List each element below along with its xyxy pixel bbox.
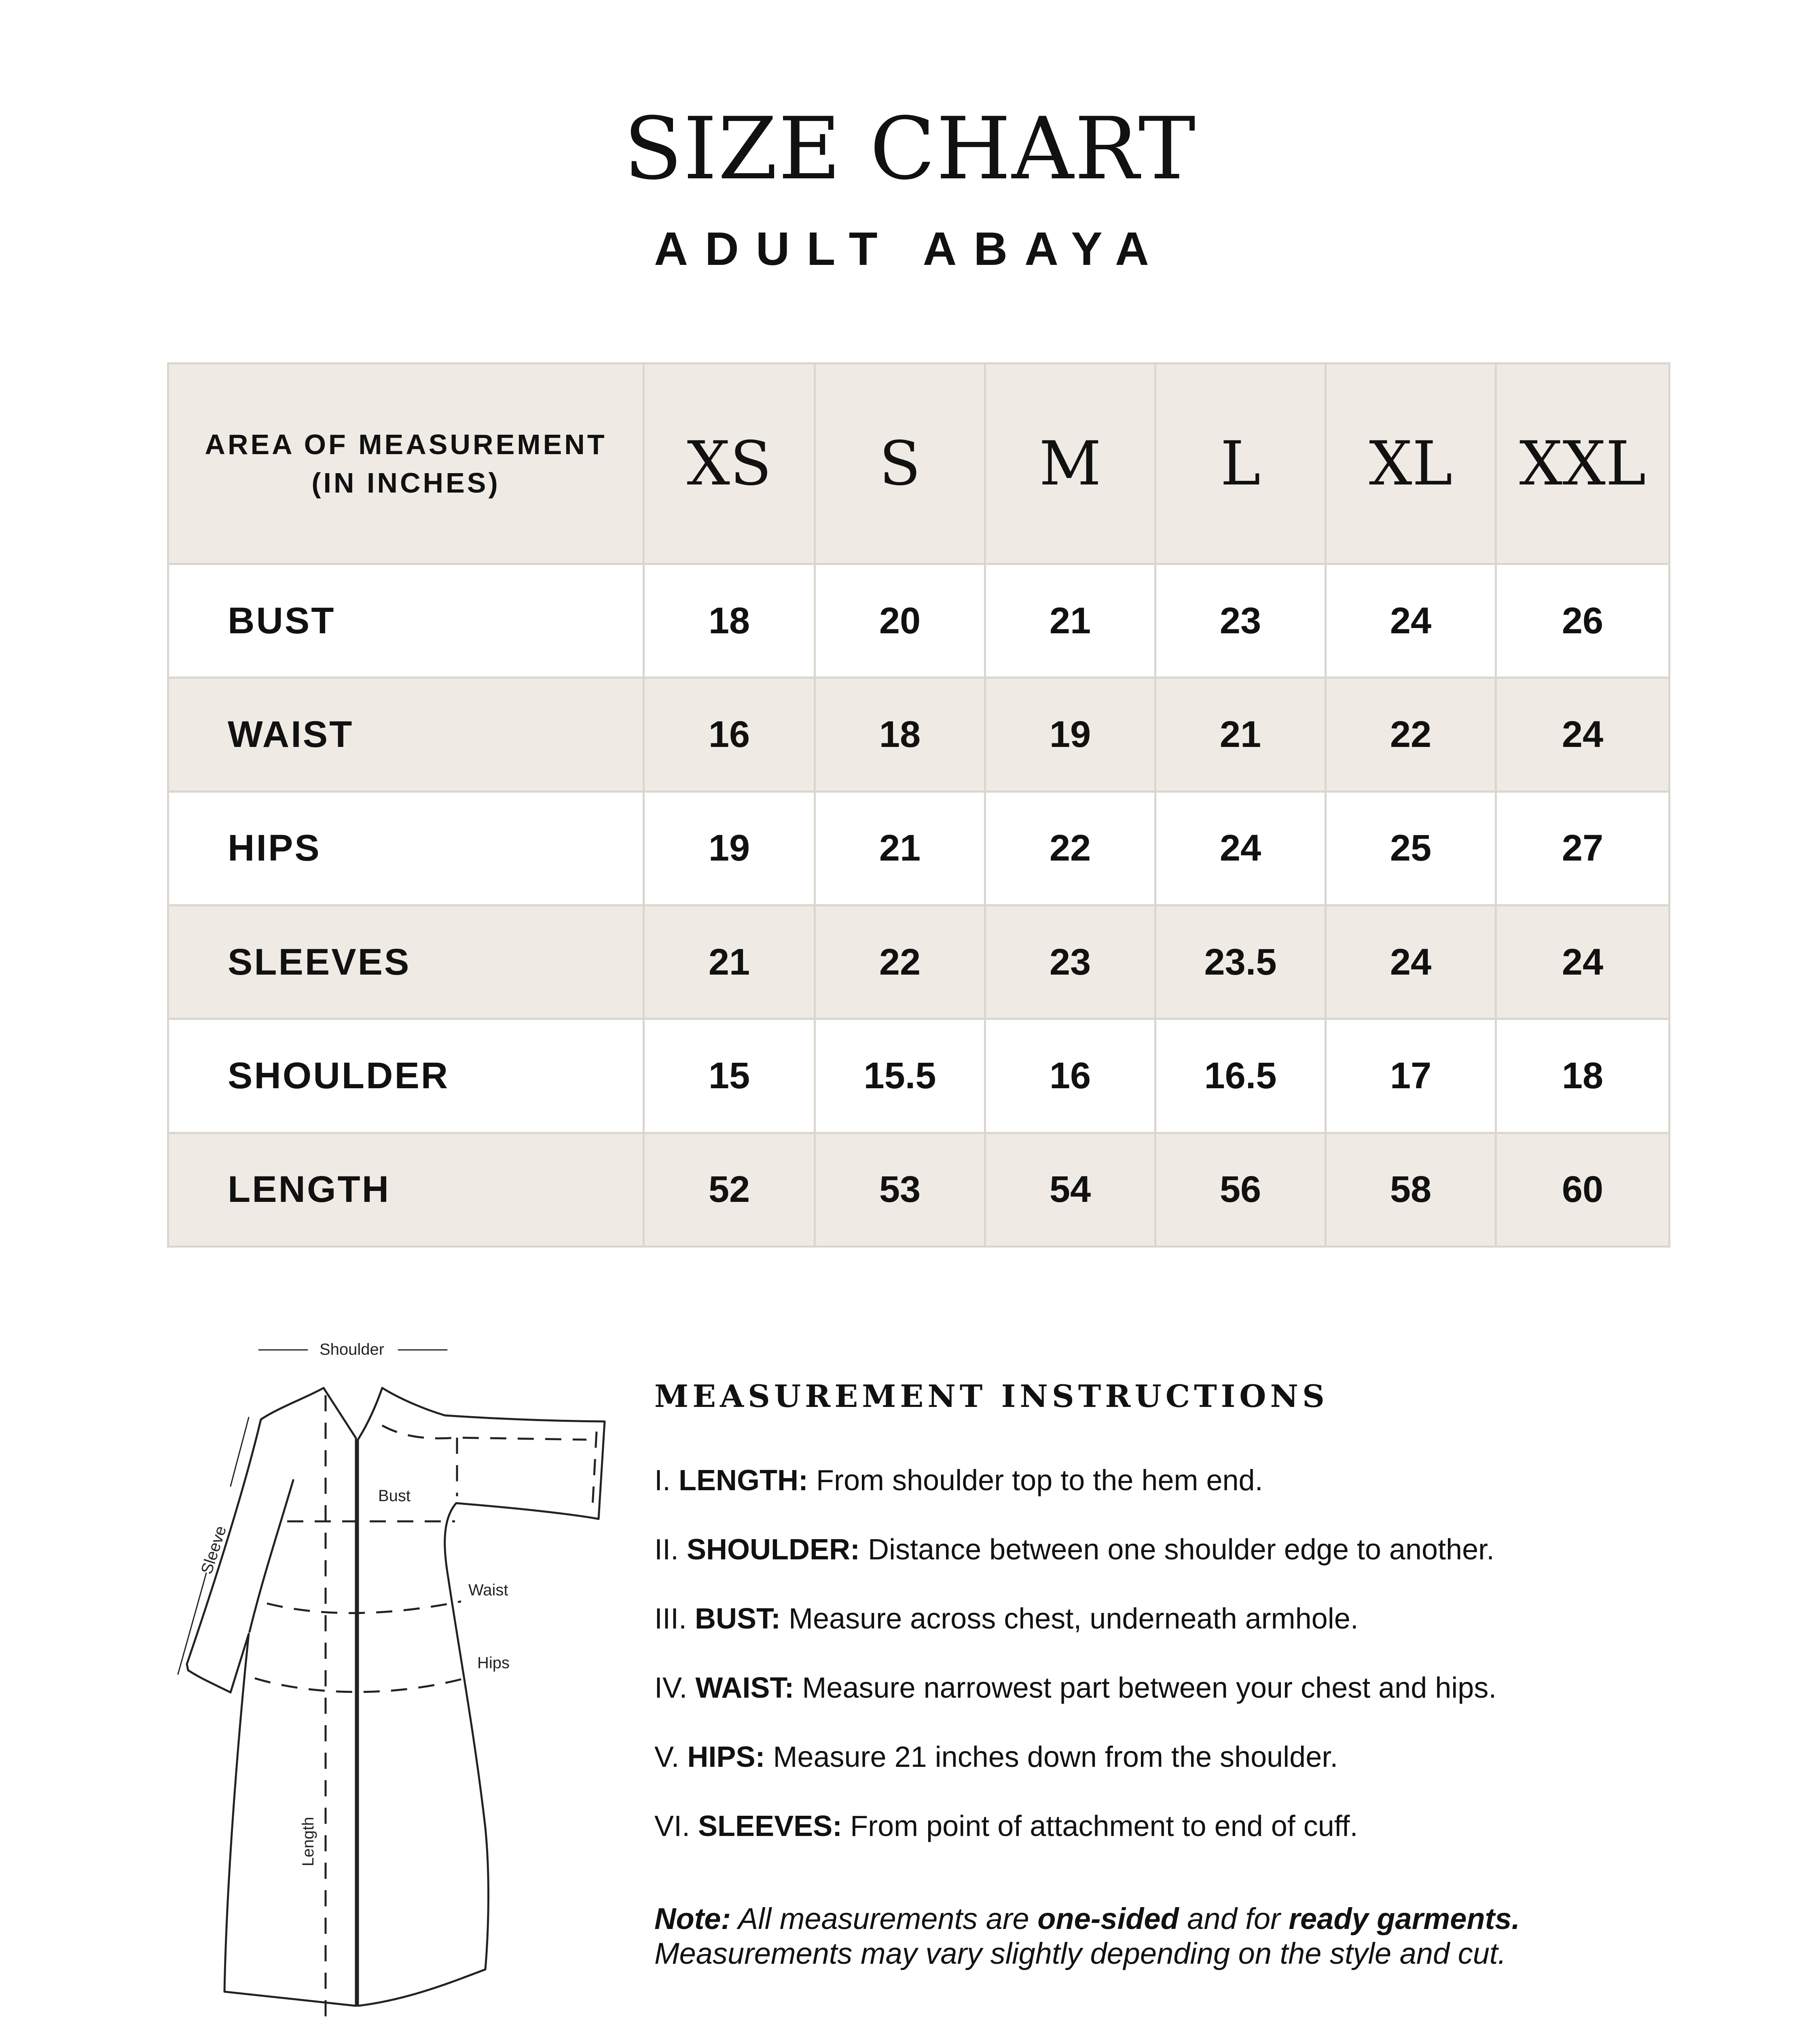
list-item: [654, 1464, 1496, 1533]
cell-value: 21: [1155, 678, 1326, 791]
table-row: [168, 678, 1670, 791]
instructions-list: [654, 1464, 1496, 1879]
hips-dashed-line: [255, 1678, 465, 1692]
note-line-2: Measurements may vary slightly depending on the style and cut.: [654, 1937, 1507, 1970]
diagram-label-length: Length: [299, 1817, 317, 1866]
cell-value: 17: [1326, 1019, 1496, 1133]
instruction-number: V.: [654, 1741, 679, 1773]
cell-value: 21: [815, 791, 985, 905]
cell-value: 24: [1496, 678, 1670, 791]
row-label-bust: BUST: [168, 564, 644, 678]
instruction-text: From point of attachment to end of cuff.: [850, 1810, 1358, 1842]
cell-value: 16.5: [1155, 1019, 1326, 1133]
cell-value: 23: [985, 905, 1155, 1019]
cell-value: 54: [985, 1133, 1155, 1246]
cell-value: 19: [985, 678, 1155, 791]
area-header-line1: AREA OF MEASUREMENT: [205, 429, 607, 461]
row-label-hips: HIPS: [168, 791, 644, 905]
instruction-number: IV.: [654, 1672, 688, 1704]
instruction-key: SHOULDER:: [687, 1533, 860, 1566]
cell-value: 22: [815, 905, 985, 1019]
cell-value: 16: [644, 678, 815, 791]
cell-value: 20: [815, 564, 985, 678]
diagram-label-bust: Bust: [378, 1487, 411, 1505]
cell-value: 22: [1326, 678, 1496, 791]
cell-value: 24: [1326, 905, 1496, 1019]
instruction-text: Measure narrowest part between your chest and hips.: [802, 1672, 1497, 1704]
diagram-label-shoulder: Shoulder: [320, 1341, 385, 1358]
cell-value: 23.5: [1155, 905, 1326, 1019]
page-subtitle: ADULT ABAYA: [654, 222, 1166, 275]
abaya-left-inner-line: [250, 1480, 293, 1632]
cell-value: 24: [1155, 791, 1326, 905]
row-label-shoulder: SHOULDER: [168, 1019, 644, 1133]
list-item: [654, 1810, 1496, 1879]
instruction-number: VI.: [654, 1810, 690, 1842]
cell-value: 18: [815, 678, 985, 791]
area-header-line2: (IN INCHES): [311, 467, 500, 499]
cell-value: 19: [644, 791, 815, 905]
area-of-measurement-header: [168, 364, 644, 564]
size-table: [167, 362, 1670, 1248]
diagram-label-hips: Hips: [477, 1654, 510, 1672]
row-label-sleeves: SLEEVES: [168, 905, 644, 1019]
list-item: [654, 1533, 1496, 1602]
instruction-text: Measure across chest, underneath armhole.: [789, 1603, 1359, 1635]
sleeve-indicator-line-lower: [178, 1573, 206, 1674]
sleeve-shoulder-dashed-line: [382, 1426, 586, 1440]
cell-value: 26: [1496, 564, 1670, 678]
instruction-key: LENGTH:: [679, 1464, 808, 1497]
note-text-1: All measurements are: [738, 1902, 1029, 1935]
cell-value: 21: [985, 564, 1155, 678]
size-header-l: L: [1155, 364, 1326, 564]
note-bold-2: ready garments.: [1289, 1902, 1520, 1935]
table-row: [168, 791, 1670, 905]
table-row: [168, 1019, 1670, 1133]
abaya-measurement-diagram: [162, 1310, 639, 2022]
note-label: Note:: [654, 1902, 731, 1935]
instruction-key: WAIST:: [695, 1672, 794, 1704]
instruction-key: HIPS:: [687, 1741, 765, 1773]
list-item: [654, 1741, 1496, 1810]
diagram-label-sleeve: Sleeve: [197, 1523, 230, 1576]
abaya-right-outline: [358, 1388, 605, 2006]
page-title: SIZE CHART: [624, 99, 1196, 199]
cell-value: 21: [644, 905, 815, 1019]
note-bold-1: one-sided: [1037, 1902, 1179, 1935]
instruction-key: BUST:: [695, 1603, 781, 1635]
cell-value: 53: [815, 1133, 985, 1246]
cell-value: 56: [1155, 1133, 1326, 1246]
measurement-note: [654, 1901, 1520, 1971]
cell-value: 25: [1326, 791, 1496, 905]
instructions-title: MEASUREMENT INSTRUCTIONS: [654, 1378, 1329, 1414]
cell-value: 23: [1155, 564, 1326, 678]
cell-value: 58: [1326, 1133, 1496, 1246]
instruction-number: I.: [654, 1464, 671, 1497]
cell-value: 24: [1326, 564, 1496, 678]
cell-value: 52: [644, 1133, 815, 1246]
instruction-number: II.: [654, 1533, 679, 1566]
table-row: [168, 1133, 1670, 1246]
cell-value: 15.5: [815, 1019, 985, 1133]
note-line-1: [654, 1901, 1520, 1936]
instruction-text: From shoulder top to the hem end.: [816, 1464, 1263, 1497]
abaya-left-outline: [187, 1388, 356, 2006]
list-item: [654, 1602, 1496, 1671]
cell-value: 60: [1496, 1133, 1670, 1246]
size-header-xxl: XXL: [1496, 364, 1670, 564]
size-header-s: S: [815, 364, 985, 564]
size-header-xs: XS: [644, 364, 815, 564]
cell-value: 18: [1496, 1019, 1670, 1133]
cell-value: 15: [644, 1019, 815, 1133]
table-header-row: [168, 364, 1670, 564]
instruction-text: Measure 21 inches down from the shoulder.: [773, 1741, 1338, 1773]
cell-value: 18: [644, 564, 815, 678]
note-text-2: and for: [1187, 1902, 1280, 1935]
list-item: [654, 1671, 1496, 1741]
row-label-waist: WAIST: [168, 678, 644, 791]
table-row: [168, 905, 1670, 1019]
waist-dashed-line: [267, 1601, 461, 1613]
cell-value: 22: [985, 791, 1155, 905]
table-row: [168, 564, 1670, 678]
instruction-key: SLEEVES:: [698, 1810, 842, 1842]
size-header-xl: XL: [1326, 364, 1496, 564]
instruction-number: III.: [654, 1603, 687, 1635]
cell-value: 24: [1496, 905, 1670, 1019]
row-label-length: LENGTH: [168, 1133, 644, 1246]
instruction-text: Distance between one shoulder edge to another.: [868, 1533, 1495, 1566]
sleeve-cuff-dashed-line: [593, 1432, 597, 1506]
diagram-label-waist: Waist: [468, 1581, 508, 1599]
cell-value: 16: [985, 1019, 1155, 1133]
size-header-m: M: [985, 364, 1155, 564]
cell-value: 27: [1496, 791, 1670, 905]
